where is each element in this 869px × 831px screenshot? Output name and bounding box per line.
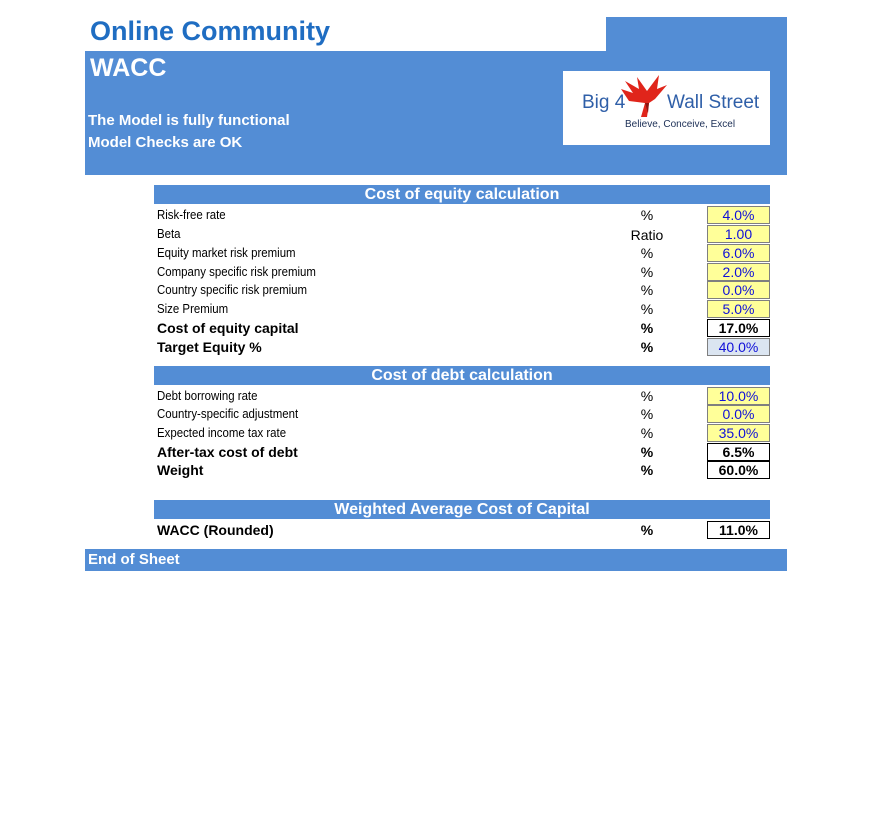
equity-row-label: Company specific risk premium — [157, 264, 316, 279]
debt-row-label: After-tax cost of debt — [157, 444, 298, 460]
equity-row-label: Target Equity % — [157, 339, 262, 355]
debt-weight-value: 60.0% — [707, 461, 770, 479]
beta-input[interactable]: 1.00 — [707, 225, 770, 243]
eagle-icon — [619, 73, 669, 119]
debt-borrowing-rate-input[interactable]: 10.0% — [707, 387, 770, 405]
debt-row-label: Debt borrowing rate — [157, 388, 258, 403]
cost-of-equity-value: 17.0% — [707, 319, 770, 337]
equity-row-unit: % — [640, 245, 654, 261]
country-specific-risk-premium-input[interactable]: 0.0% — [707, 281, 770, 299]
after-tax-cost-of-debt-value: 6.5% — [707, 443, 770, 461]
size-premium-input[interactable]: 5.0% — [707, 300, 770, 318]
model-status-checks: Model Checks are OK — [88, 134, 243, 151]
end-of-sheet-label: End of Sheet — [88, 551, 180, 568]
equity-row-unit: % — [640, 339, 654, 355]
debt-row-unit: % — [640, 462, 654, 478]
wacc-value: 11.0% — [707, 521, 770, 539]
debt-section-heading: Cost of debt calculation — [154, 366, 770, 385]
logo-tagline: Believe, Conceive, Excel — [625, 119, 736, 130]
country-adjustment-input[interactable]: 0.0% — [707, 405, 770, 423]
equity-row-label: Risk-free rate — [157, 207, 226, 222]
target-equity-input[interactable]: 40.0% — [707, 338, 770, 356]
debt-row-label: Country-specific adjustment — [157, 406, 299, 421]
wacc-label: WACC (Rounded) — [157, 522, 274, 538]
equity-section-heading: Cost of equity calculation — [154, 185, 770, 204]
risk-free-rate-input[interactable]: 4.0% — [707, 206, 770, 224]
equity-market-risk-premium-input[interactable]: 6.0% — [707, 244, 770, 262]
equity-row-label: Equity market risk premium — [157, 245, 296, 260]
wacc-unit: % — [640, 522, 654, 538]
debt-row-unit: % — [640, 425, 654, 441]
company-logo — [563, 71, 770, 145]
debt-row-unit: % — [640, 406, 654, 422]
logo-brand-left: Big 4 — [582, 92, 626, 113]
logo-brand-right: Wall Street — [667, 92, 760, 113]
model-status-functional: The Model is fully functional — [88, 112, 290, 129]
equity-row-unit: % — [640, 264, 654, 280]
debt-row-unit: % — [640, 444, 654, 460]
equity-row-label: Country specific risk premium — [157, 282, 308, 297]
equity-row-unit: % — [640, 207, 654, 223]
page-title: Online Community — [90, 16, 331, 46]
income-tax-rate-input[interactable]: 35.0% — [707, 424, 770, 442]
equity-row-label: Size Premium — [157, 301, 229, 316]
company-specific-risk-premium-input[interactable]: 2.0% — [707, 263, 770, 281]
equity-row-label: Cost of equity capital — [157, 320, 299, 336]
end-of-sheet-band — [85, 549, 787, 571]
equity-row-label: Beta — [157, 226, 181, 241]
sheet-name: WACC — [90, 54, 167, 82]
debt-row-label: Expected income tax rate — [157, 425, 287, 440]
equity-row-unit: % — [640, 320, 654, 336]
equity-row-unit: % — [640, 282, 654, 298]
equity-row-unit: % — [640, 301, 654, 317]
wacc-section-heading: Weighted Average Cost of Capital — [154, 500, 770, 519]
equity-row-unit: Ratio — [630, 227, 664, 243]
header-accent-block — [606, 17, 787, 51]
debt-row-unit: % — [640, 388, 654, 404]
debt-row-label: Weight — [157, 462, 204, 478]
